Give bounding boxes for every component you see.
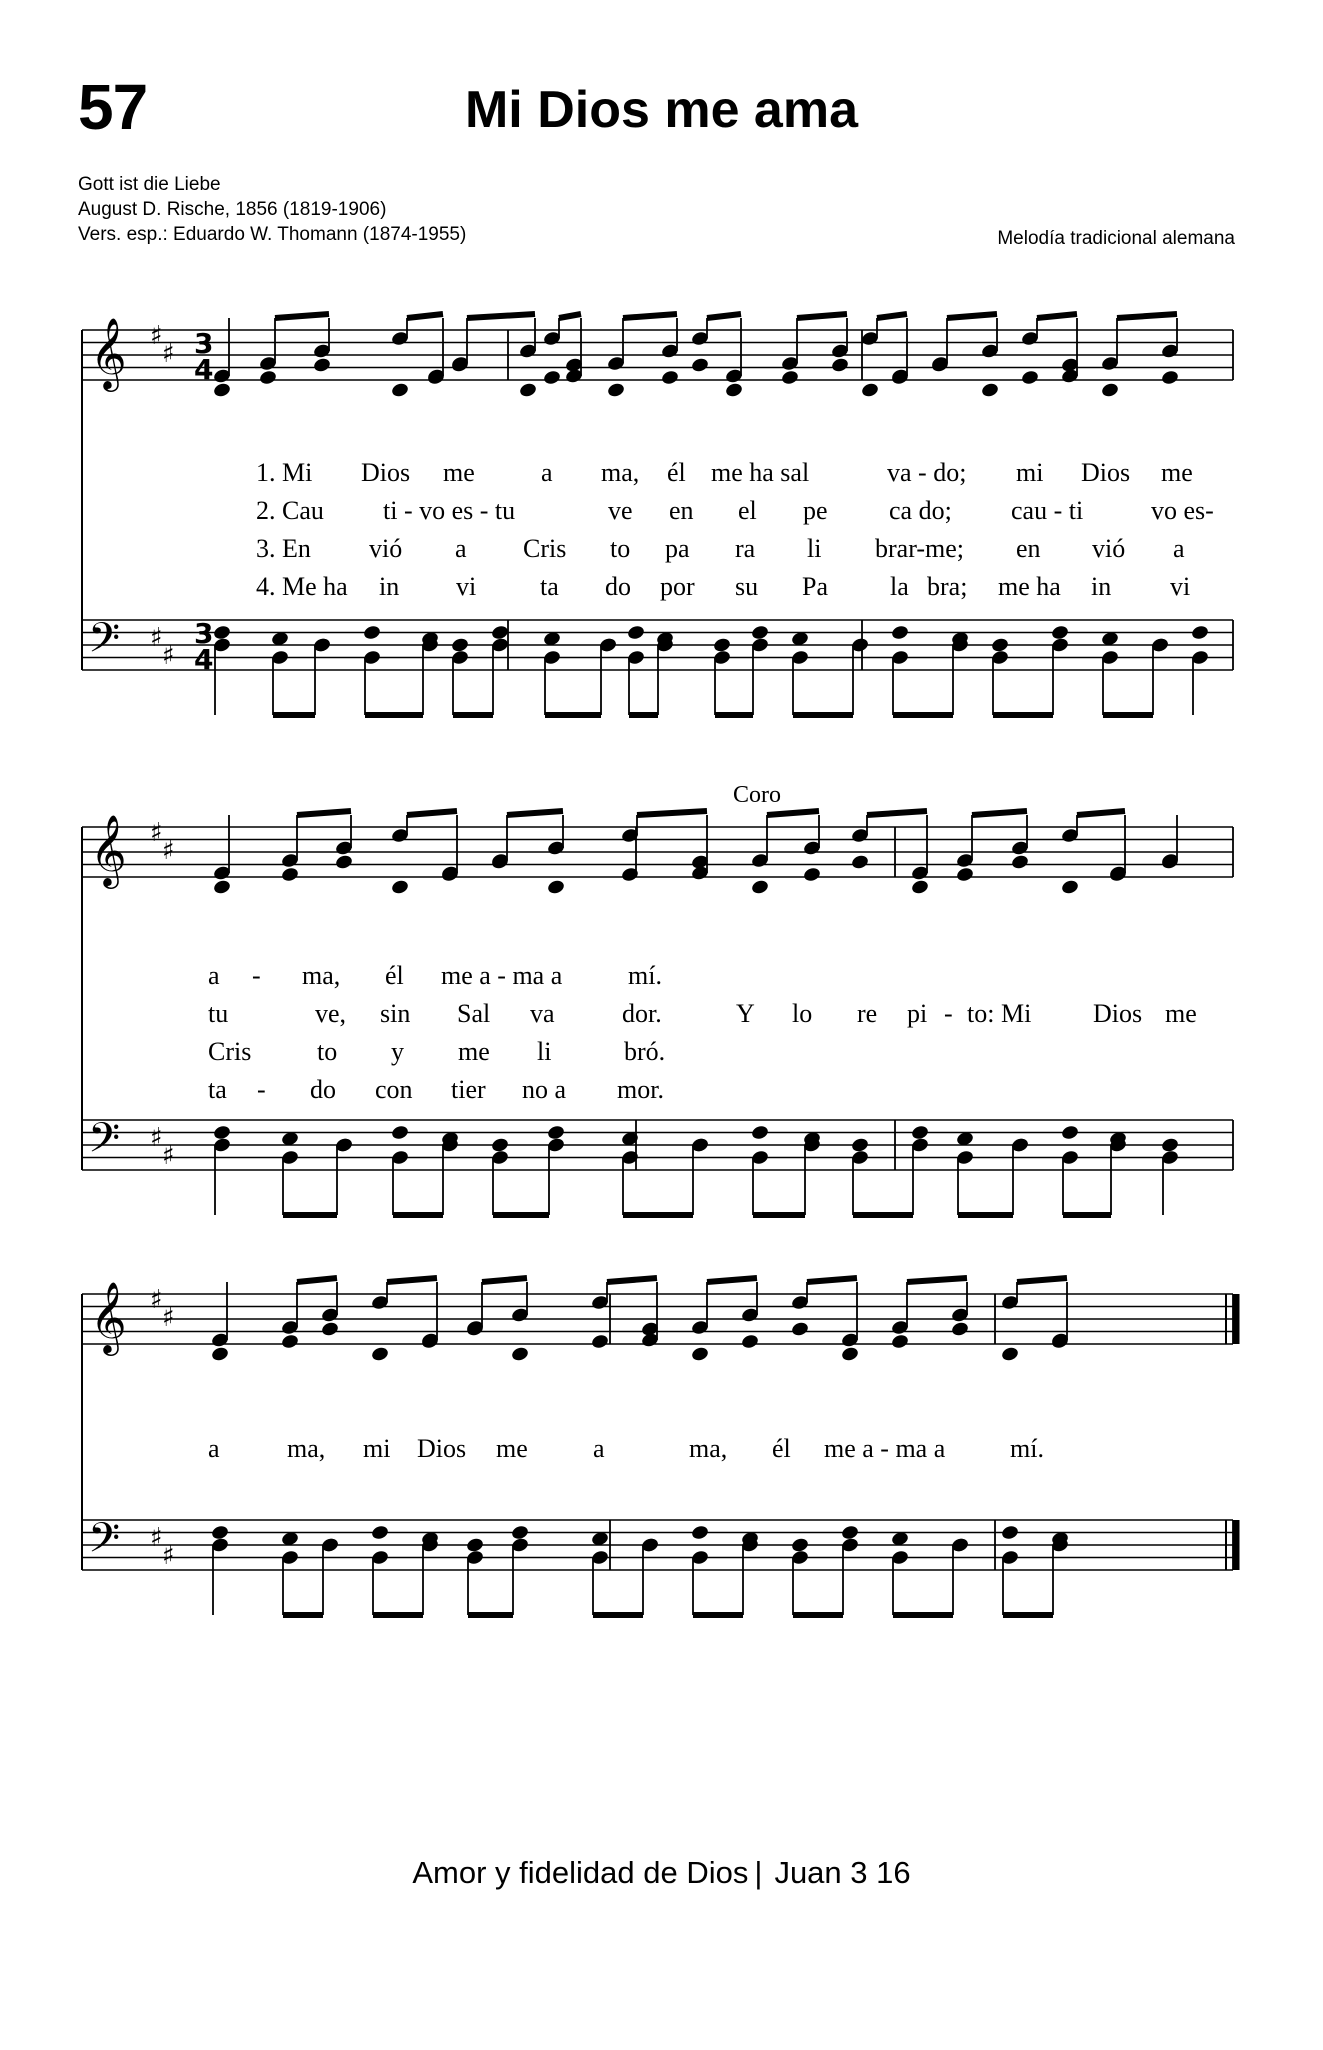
notehead [690, 357, 709, 374]
beam [907, 1278, 967, 1282]
lyric-syllable: ma, [302, 961, 341, 990]
lyric-syllable: Sal [457, 999, 491, 1028]
beam [275, 314, 329, 318]
notehead [510, 1524, 529, 1541]
notehead [212, 1124, 231, 1141]
lyric-syllable: ra [735, 534, 756, 563]
lyric-syllable: Dios [417, 1434, 467, 1463]
lyric-syllable: y [391, 1037, 404, 1066]
credit-author: August D. Rische, 1856 (1819-1906) [78, 199, 387, 220]
notehead [740, 1333, 759, 1350]
lyric-syllable: en [1016, 534, 1041, 563]
notehead [1050, 624, 1069, 641]
lyric-syllable: me [496, 1434, 528, 1463]
time-signature-bottom: 4 [194, 353, 214, 386]
lyric-syllable: to [610, 534, 631, 563]
notehead [660, 369, 679, 386]
lyric-syllable: con [375, 1075, 413, 1104]
lyric-syllable: brar-me; [875, 534, 964, 563]
lyric-syllable: ve, [315, 999, 347, 1028]
lyric-syllable: ti - vo es - tu [383, 496, 516, 525]
lyric-syllable: 4. Me ha [256, 572, 348, 601]
lyric-syllable: Dios [1093, 999, 1143, 1028]
lyric-line-final [195, 1404, 1044, 1464]
sharp-icon: ♯ [162, 836, 175, 866]
notehead [390, 1124, 409, 1141]
lyric-syllable: do [605, 572, 631, 601]
footer-reference: Juan 3 16 [774, 1855, 911, 1890]
lyric-syllable: me ha [998, 572, 1061, 601]
lyric-syllable: me a - ma a [824, 1434, 946, 1463]
lyric-syllable: 2. Cau [256, 496, 324, 525]
time-signature-top: 3 [194, 327, 214, 360]
treble-clef-icon: 𝄞 [90, 813, 127, 886]
notehead [590, 1333, 609, 1350]
notehead [465, 1537, 484, 1554]
beam [797, 314, 847, 318]
time-signature-bottom: 4 [194, 643, 214, 676]
lyric-syllable: ta [208, 1075, 227, 1104]
lyric-syllable: 1. Mi [256, 458, 313, 487]
lyric-syllable: la [890, 572, 909, 601]
lyric-syllable: cau - ti [1011, 496, 1084, 525]
notehead [362, 624, 381, 641]
lyric-syllable: ta [540, 572, 559, 601]
notehead [212, 879, 231, 896]
notehead [210, 1346, 229, 1363]
lyric-syllable: Dios [1081, 458, 1131, 487]
notehead [370, 1346, 389, 1363]
lyric-syllable: él [385, 961, 404, 990]
lyric-syllable: a [593, 1434, 605, 1463]
lyric-syllable: Y [736, 999, 755, 1028]
notehead [390, 879, 409, 896]
notehead [955, 866, 974, 883]
lyric-syllable: su [735, 572, 759, 601]
notehead [370, 1524, 389, 1541]
lyric-syllable: vo es- [1151, 496, 1214, 525]
lyric-syllable: do [310, 1075, 336, 1104]
notehead [626, 624, 645, 641]
lyric-syllable: Dios [361, 458, 411, 487]
treble-clef-icon: 𝄞 [90, 1280, 127, 1353]
lyric-syllable: lo [792, 999, 813, 1028]
lyric-syllable: vi [1170, 572, 1191, 601]
notehead [490, 624, 509, 641]
sharp-icon: ♯ [162, 641, 175, 671]
notehead [1010, 854, 1029, 871]
bass-clef-icon: 𝄢 [88, 614, 121, 672]
notehead [890, 624, 909, 641]
notehead [750, 879, 769, 896]
sharp-icon: ♯ [162, 1141, 175, 1171]
notehead [790, 1321, 809, 1338]
notehead [850, 854, 869, 871]
lyric-syllable: ma, [601, 458, 640, 487]
lyric-syllable: pi [907, 999, 928, 1028]
notehead [1060, 1124, 1079, 1141]
lyric-syllable: Cris [208, 1037, 252, 1066]
sharp-icon: ♯ [162, 1303, 175, 1333]
notehead [210, 1524, 229, 1541]
page-footer [0, 1855, 1323, 1891]
sharp-icon: ♯ [150, 1285, 163, 1315]
lyric-syllable: a [541, 458, 553, 487]
footer-topic: Amor y fidelidad de Dios [412, 1855, 749, 1890]
sharp-icon: ♯ [150, 1523, 163, 1553]
notehead [258, 369, 277, 386]
notehead [910, 1124, 929, 1141]
notehead [790, 1537, 809, 1554]
lyric-syllable: me a - ma a [441, 961, 563, 990]
beam [1037, 314, 1077, 318]
hymn-title: Mi Dios me ama [464, 81, 859, 139]
sharp-icon: ♯ [162, 339, 175, 369]
beam [407, 314, 443, 318]
lyric-syllable: li [807, 534, 822, 563]
beam [947, 314, 997, 318]
lyric-syllable: - [257, 1075, 266, 1104]
lyric-syllable: mor. [617, 1075, 664, 1104]
lyric-syllable: el [738, 496, 757, 525]
beam [877, 314, 907, 318]
lyric-syllable: en [669, 496, 694, 525]
beam [767, 811, 819, 815]
lyric-syllable: me [1161, 458, 1193, 487]
beam [707, 1278, 757, 1282]
notehead [890, 1333, 909, 1350]
lyric-syllable: me [1165, 999, 1197, 1028]
notehead [312, 357, 331, 374]
lyric-syllable: ma, [287, 1434, 326, 1463]
lyric-syllable: - [944, 999, 953, 1028]
lyric-syllable: 3. En [256, 534, 311, 563]
lyric-syllable: mi [1016, 458, 1044, 487]
chorus-label: Coro [733, 782, 781, 808]
lyric-syllable: mí. [1010, 1434, 1044, 1463]
notehead [1060, 879, 1079, 896]
lyric-syllable: a [208, 1434, 220, 1463]
sharp-icon: ♯ [150, 623, 163, 653]
notehead [320, 1321, 339, 1338]
lyric-syllable: él [667, 458, 686, 487]
lyric-syllable: vió [369, 534, 403, 563]
beam [467, 314, 535, 318]
notehead [750, 1124, 769, 1141]
notehead [850, 1137, 869, 1154]
lyric-syllable: mí. [628, 961, 662, 990]
notehead [910, 879, 929, 896]
bass-clef-icon: 𝄢 [88, 1114, 121, 1172]
sharp-icon: ♯ [150, 321, 163, 351]
lyric-syllable: me [458, 1037, 490, 1066]
lyric-syllable: pe [803, 496, 828, 525]
notehead [546, 879, 565, 896]
notehead [1020, 369, 1039, 386]
beam [1077, 811, 1125, 815]
lyric-syllable: a [208, 961, 220, 990]
sharp-icon: ♯ [150, 1123, 163, 1153]
lyric-syllable: dor. [622, 999, 662, 1028]
lyric-syllable: sin [380, 999, 411, 1028]
lyric-syllable: vió [1092, 534, 1126, 563]
lyric-syllable: va [530, 999, 555, 1028]
notehead [450, 637, 469, 654]
lyric-syllable: pa [665, 534, 690, 563]
beam [297, 811, 351, 815]
notehead [980, 382, 999, 399]
notehead [1190, 624, 1209, 641]
hymn-number: 57 [78, 71, 148, 143]
time-signature-top: 3 [194, 617, 214, 650]
notehead [690, 1524, 709, 1541]
notehead [280, 866, 299, 883]
notehead [280, 1333, 299, 1350]
credit-translator: Vers. esp.: Eduardo W. Thomann (1874-1955) [78, 224, 467, 245]
notehead [1000, 1524, 1019, 1541]
notehead [860, 382, 879, 399]
notehead [542, 369, 561, 386]
lyric-syllable: ca do; [889, 496, 952, 525]
beam [707, 314, 741, 318]
lyric-syllable: por [660, 572, 695, 601]
lyric-syllable: to [317, 1037, 338, 1066]
lyric-syllable: no a [522, 1075, 567, 1104]
footer-separator: | [754, 1855, 763, 1890]
lyric-syllable: bró. [624, 1037, 666, 1066]
beam [1017, 1278, 1067, 1282]
notehead [802, 866, 821, 883]
sharp-icon: ♯ [162, 1541, 175, 1571]
beam [559, 314, 581, 318]
lyric-syllable: ma, [689, 1434, 728, 1463]
notehead [990, 637, 1009, 654]
lyric-syllable: re [857, 999, 878, 1028]
credit-original-title: Gott ist die Liebe [78, 174, 221, 195]
notehead [546, 1124, 565, 1141]
beam [637, 811, 707, 815]
notehead [518, 382, 537, 399]
lyric-syllable: me [443, 458, 475, 487]
beam [507, 811, 563, 815]
beam [387, 1278, 437, 1282]
beam [607, 1278, 657, 1282]
lyric-syllable: tu [208, 999, 229, 1028]
notehead [1000, 1346, 1019, 1363]
beam [1117, 314, 1177, 318]
notehead [1160, 1137, 1179, 1154]
notehead [780, 369, 799, 386]
notehead [1100, 382, 1119, 399]
notehead [750, 624, 769, 641]
notehead [510, 1346, 529, 1363]
lyric-syllable: ve [608, 496, 633, 525]
treble-clef-icon: 𝄞 [90, 316, 127, 389]
lyric-syllable: Pa [802, 572, 828, 601]
notehead [490, 1137, 509, 1154]
beam [482, 1278, 527, 1282]
lyric-syllable: li [537, 1037, 552, 1066]
lyric-syllable: - [252, 961, 261, 990]
sharp-icon: ♯ [150, 818, 163, 848]
notehead [334, 854, 353, 871]
notehead [712, 637, 731, 654]
lyric-syllable: a [455, 534, 467, 563]
lyric-syllable: Cris [523, 534, 567, 563]
melody-credit: Melodía tradicional alemana [997, 228, 1235, 249]
lyric-syllable: va - do; [887, 458, 967, 487]
notehead [606, 382, 625, 399]
beam [807, 1278, 857, 1282]
notehead [830, 357, 849, 374]
lyric-syllable: vi [456, 572, 477, 601]
notehead [840, 1346, 859, 1363]
beam [972, 811, 1027, 815]
beam [867, 811, 927, 815]
lyric-syllable: bra; [927, 572, 968, 601]
lyric-syllable: to: Mi [967, 999, 1032, 1028]
lyric-syllable: tier [451, 1075, 486, 1104]
notehead [950, 1321, 969, 1338]
lyric-syllable: in [1091, 572, 1112, 601]
lyric-syllable: él [772, 1434, 791, 1463]
beam [623, 314, 677, 318]
beam [407, 811, 457, 815]
notehead [690, 1346, 709, 1363]
notehead [724, 382, 743, 399]
lyric-syllable: me ha sal [711, 458, 810, 487]
notehead [212, 624, 231, 641]
lyric-syllable: mi [363, 1434, 391, 1463]
notehead [390, 382, 409, 399]
notehead [1160, 369, 1179, 386]
lyric-syllable: a [1173, 534, 1185, 563]
bass-clef-icon: 𝄢 [88, 1514, 121, 1572]
lyric-syllable: in [379, 572, 400, 601]
notehead [212, 382, 231, 399]
notehead [840, 1524, 859, 1541]
beam [297, 1278, 337, 1282]
